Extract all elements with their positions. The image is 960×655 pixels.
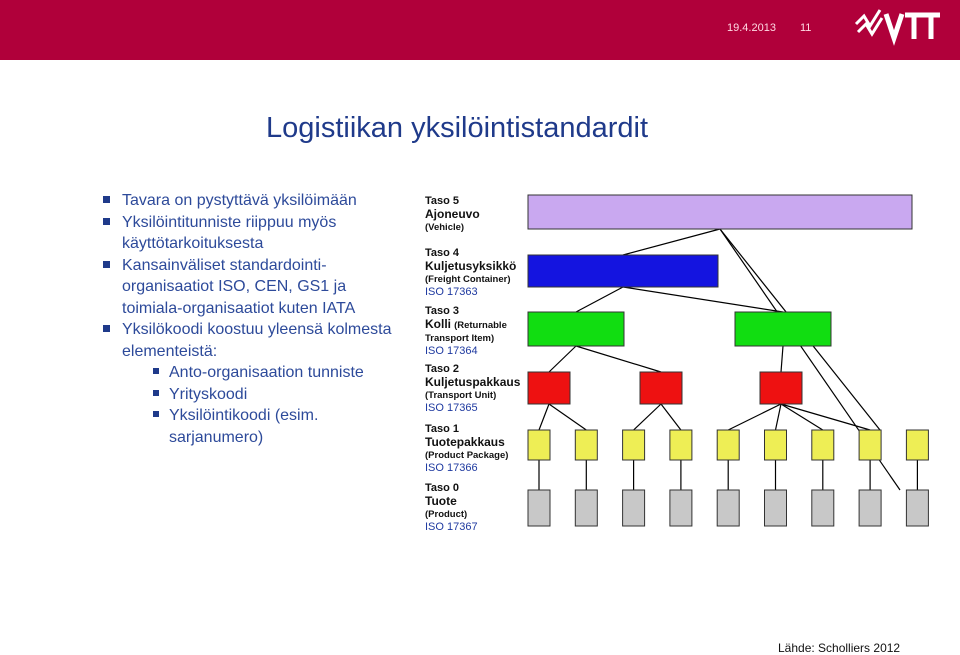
level-name: Ajoneuvo	[425, 207, 480, 221]
level-2-label	[425, 363, 520, 415]
connector-line	[623, 229, 720, 255]
page-title: Logistiikan yksilöintistandardit	[266, 112, 649, 144]
level-1-label	[425, 423, 508, 475]
level-4-box	[528, 255, 718, 287]
level-1-box	[670, 430, 692, 460]
level-5-box	[528, 195, 912, 229]
connector-line	[539, 404, 549, 430]
connector-line	[661, 404, 681, 430]
level-0-box	[623, 490, 645, 526]
level-english: (Product)	[425, 509, 468, 520]
level-iso: ISO 17367	[425, 521, 478, 533]
level-1-box	[528, 430, 550, 460]
level-0-box	[528, 490, 550, 526]
connector-line	[549, 346, 576, 372]
level-english: (Returnable	[454, 320, 507, 331]
level-1-box	[575, 430, 597, 460]
bullet-item: Yksilöintitunniste riippuu myös käyttötarkoituksesta	[103, 212, 403, 255]
level-4-label	[425, 247, 516, 299]
level-iso: ISO 17364	[425, 345, 478, 357]
level-taso: Taso 2	[425, 363, 460, 375]
level-taso: Taso 4	[425, 247, 460, 259]
bullet-item: Kansainväliset standardointi-organisaatiot ISO, CEN, GS1 ja toimiala-organisaatiot kuten IATA	[103, 255, 403, 320]
bullet-item: Tavara on pystyttävä yksilöimään	[103, 190, 403, 212]
level-1-box	[906, 430, 928, 460]
connector-line	[549, 404, 586, 430]
connector-line	[781, 404, 823, 430]
level-name: Kuljetusyksikkö	[425, 259, 517, 273]
bullet-item: Yksilökoodi koostuu yleensä kolmesta elementeistä:	[103, 319, 403, 362]
level-iso: ISO 17365	[425, 402, 478, 414]
level-iso: ISO 17366	[425, 462, 478, 474]
level-2-box	[640, 372, 682, 404]
connector-line	[781, 346, 783, 372]
connector-line	[634, 404, 661, 430]
level-0-label	[425, 482, 478, 534]
level-0-box	[859, 490, 881, 526]
connector-line	[776, 404, 782, 430]
level-2-box	[528, 372, 570, 404]
level-2-box	[760, 372, 802, 404]
level-name: Tuote	[425, 494, 457, 508]
level-english: (Product Package)	[425, 450, 509, 461]
level-taso: Taso 1	[425, 423, 460, 435]
level-taso: Taso 3	[425, 305, 460, 317]
level-english: (Transport Unit)	[425, 390, 497, 401]
sub-bullet-item: Anto-organisaation tunniste	[103, 362, 403, 384]
slide-date: 19.4.2013	[727, 22, 776, 34]
connector-line	[576, 346, 661, 372]
source-note: Lähde: Scholliers 2012	[778, 641, 901, 655]
level-3-box	[528, 312, 624, 346]
level-english: (Vehicle)	[425, 222, 465, 233]
level-0-box	[906, 490, 928, 526]
level-taso: Taso 5	[425, 195, 460, 207]
level-3-box	[735, 312, 831, 346]
level-1-box	[765, 430, 787, 460]
level-english: (Freight Container)	[425, 274, 511, 285]
sub-bullet-item: Yrityskoodi	[103, 384, 403, 406]
level-1-box	[812, 430, 834, 460]
level-0-box	[717, 490, 739, 526]
level-iso: ISO 17363	[425, 286, 478, 298]
level-0-box	[812, 490, 834, 526]
level-name: Kolli	[425, 317, 451, 331]
level-english: Transport Item)	[425, 333, 495, 344]
level-name: Kuljetuspakkaus	[425, 375, 521, 389]
level-taso: Taso 0	[425, 482, 460, 494]
connector-line	[576, 287, 623, 312]
level-0-box	[765, 490, 787, 526]
level-0-box	[670, 490, 692, 526]
level-5-label	[425, 195, 480, 234]
connector-line	[728, 404, 781, 430]
slide-number: 11	[800, 22, 812, 34]
connector-line	[781, 404, 870, 430]
level-1-box	[859, 430, 881, 460]
level-1-box	[717, 430, 739, 460]
level-1-box	[623, 430, 645, 460]
level-0-box	[575, 490, 597, 526]
level-name: Tuotepakkaus	[425, 435, 505, 449]
connector-line	[623, 287, 783, 312]
level-3-label	[425, 305, 507, 358]
sub-bullet-item: Yksilöintikoodi (esim. sarjanumero)	[103, 405, 403, 448]
